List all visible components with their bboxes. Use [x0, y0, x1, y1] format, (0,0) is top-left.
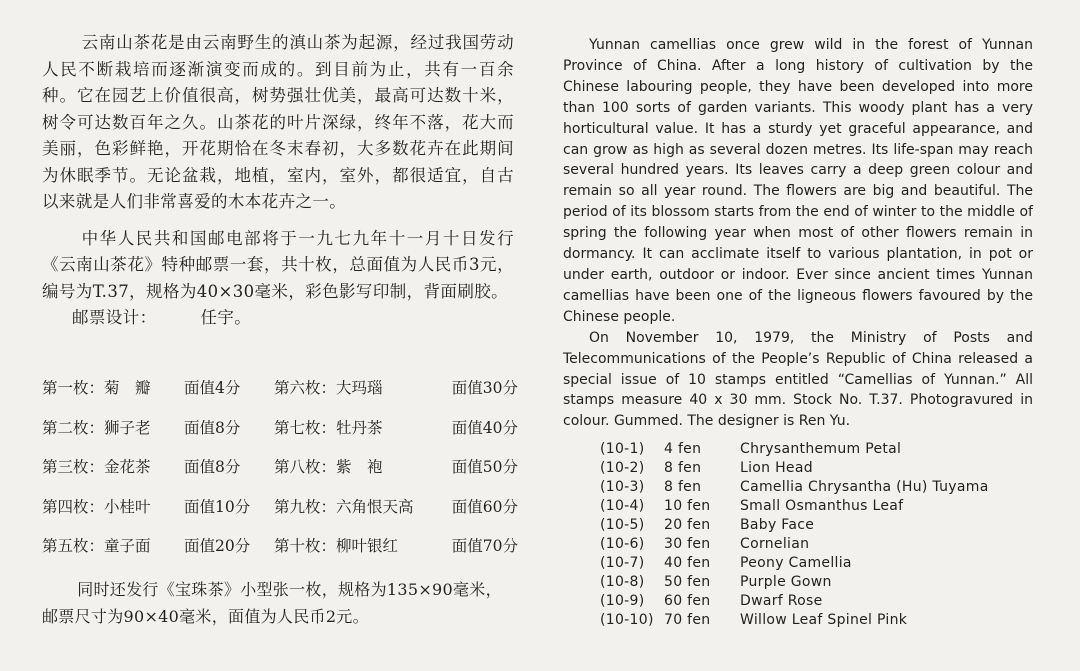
chinese-designer-label: 邮票设计：	[72, 308, 157, 327]
english-stamp-row	[600, 496, 1040, 515]
english-stamp-row	[600, 458, 1040, 477]
stamp-number: (10-4)	[600, 497, 645, 514]
stamp-number: 第十枚：	[274, 537, 337, 555]
stamp-number: 第六枚：	[274, 379, 337, 397]
stamp-value: 8 fen	[664, 478, 702, 495]
english-paragraph-intro: Yunnan camellias once grew wild in the forest of Yunnan Province of China. After a long history of cultivation by the Chinese labouring people, they have been developed into more than 100 sorts of garden variants. This woody plant has a very horticultural value. It has a sturdy yet graceful appearance, and can grow as high as several dozen metres. Its life-span may reach several hundred years. Its leaves carry a deep green colour and remain so all year round. The flowers are big and beautiful. The period of its blossom starts from the end of winter to the middle of spring the following year when most of other flowers remain in dormancy. It can acclimate itself to various plantation, in pot or under earth, outdoor or indoor. Ever since ancient times Yunnan camellias have been one of the ligneous flowers favoured by the Chinese people.	[563, 37, 1033, 325]
stamp-name: 菊 瓣	[104, 379, 151, 397]
chinese-description	[42, 30, 514, 332]
stamp-number: 第四枚：	[42, 497, 105, 516]
english-stamp-row	[600, 477, 1040, 496]
stamp-value: 30 fen	[664, 535, 711, 552]
stamp-name: Lion Head	[740, 459, 813, 476]
stamp-value: 面值8分	[184, 418, 241, 437]
chinese-stamp-row	[42, 416, 522, 456]
chinese-footer-text: 同时还发行《宝珠茶》小型张一枚，规格为135×90毫米，邮票尺寸为90×40毫米，面值为人民币2元。	[42, 580, 502, 626]
stamp-number: 第九枚：	[274, 497, 337, 516]
stamp-value: 10 fen	[664, 497, 711, 514]
stamp-value: 60 fen	[664, 592, 711, 609]
stamp-number: 第一枚：	[42, 379, 105, 397]
stamp-number: (10-7)	[600, 554, 645, 571]
stamp-number: (10-8)	[600, 573, 645, 590]
chinese-stamp-row	[42, 455, 522, 495]
stamp-value: 8 fen	[664, 459, 702, 476]
stamp-name: 柳叶银红	[336, 537, 399, 555]
chinese-stamp-list	[42, 376, 522, 574]
chinese-stamp-row	[42, 376, 522, 416]
chinese-paragraph-intro: 云南山茶花是由云南野生的滇山茶为起源，经过我国劳动人民不断栽培而逐渐演变而成的。到目前为止，共有一百余种。它在园艺上价值很高，树势强壮优美，最高可达数十米，树令可达数百年之久。山茶花的叶片深绿，终年不落，花大而美丽，色彩鲜艳，开花期恰在冬末春初，大多数花卉在此期间为休眠季节。无论盆栽，地植，室内，室外，都很适宜，自古以来就是人们非常喜爱的木本花卉之一。	[42, 33, 514, 211]
stamp-value: 面值10分	[184, 497, 251, 516]
stamp-value: 70 fen	[664, 611, 711, 628]
stamp-name: 大玛瑙	[336, 379, 383, 397]
stamp-value: 面值50分	[451, 458, 518, 476]
stamp-value: 面值60分	[451, 497, 518, 516]
stamp-name: 小桂叶	[104, 497, 151, 516]
stamp-number: 第三枚：	[42, 458, 105, 476]
stamp-number: (10-2)	[600, 459, 645, 476]
chinese-souvenir-sheet-note	[42, 576, 514, 630]
stamp-value: 面值40分	[451, 418, 518, 437]
stamp-name: Peony Camellia	[740, 554, 852, 571]
stamp-number: (10-9)	[600, 592, 645, 609]
stamp-value: 面值8分	[184, 458, 241, 476]
stamp-name: 狮子老	[104, 418, 151, 437]
stamp-name: 金花茶	[104, 458, 151, 476]
stamp-number: (10-6)	[600, 535, 645, 552]
stamp-value: 20 fen	[664, 516, 711, 533]
chinese-designer-name: 任宇。	[200, 308, 252, 327]
chinese-stamp-row	[42, 534, 522, 574]
stamp-number: (10-1)	[600, 440, 645, 457]
chinese-paragraph-issue: 中华人民共和国邮电部将于一九七九年十一月十日发行《云南山茶花》特种邮票一套，共十枚，总面值为人民币3元，编号为T.37，规格为40×30毫米，彩色影写印制，背面刷胶。	[42, 228, 514, 301]
stamp-number: 第五枚：	[42, 537, 105, 555]
stamp-value: 面值70分	[451, 537, 518, 555]
stamp-name: Dwarf Rose	[740, 592, 823, 609]
english-description	[563, 35, 1033, 432]
stamp-number: (10-10)	[600, 611, 654, 628]
stamp-number: 第二枚：	[42, 418, 105, 437]
stamp-name: 牡丹茶	[336, 418, 383, 437]
stamp-name: Purple Gown	[740, 573, 832, 590]
stamp-name: Willow Leaf Spinel Pink	[740, 611, 908, 628]
stamp-name: Camellia Chrysantha (Hu) Tuyama	[740, 478, 989, 495]
stamp-number: (10-3)	[600, 478, 645, 495]
english-stamp-row	[600, 553, 1040, 572]
english-stamp-row	[600, 534, 1040, 553]
stamp-number: 第七枚：	[274, 418, 337, 437]
english-stamp-row	[600, 591, 1040, 610]
english-stamp-row	[600, 572, 1040, 591]
stamp-number: (10-5)	[600, 516, 645, 533]
stamp-value: 面值4分	[184, 379, 241, 397]
english-paragraph-issue: On November 10, 1979, the Ministry of Posts and Telecommunications of the People’s Republic of China released a special issue of 10 stamps entitled “Camellias of Yunnan.” All stamps measure 40 x 30 mm. Stock No. T.37. Photogravured in colour. Gummed. The designer is Ren Yu.	[563, 329, 1033, 430]
stamp-value: 面值30分	[451, 379, 518, 397]
stamp-number: 第八枚：	[274, 458, 337, 476]
stamp-name: Small Osmanthus Leaf	[740, 497, 904, 514]
chinese-designer-line	[42, 305, 514, 332]
chinese-stamp-row	[42, 495, 522, 535]
english-stamp-row	[600, 515, 1040, 534]
stamp-name: Cornelian	[740, 535, 810, 552]
stamp-value: 50 fen	[664, 573, 711, 590]
stamp-name: Chrysanthemum Petal	[740, 440, 902, 457]
stamp-name: 紫 袍	[336, 458, 383, 476]
english-stamp-list	[600, 439, 1040, 629]
stamp-name: 童子面	[104, 537, 151, 555]
stamp-name: Baby Face	[740, 516, 815, 533]
english-stamp-row	[600, 610, 1040, 629]
stamp-value: 4 fen	[664, 440, 702, 457]
stamp-value: 面值20分	[184, 537, 251, 555]
stamp-name: 六角恨天高	[336, 497, 414, 516]
stamp-value: 40 fen	[664, 554, 711, 571]
english-stamp-row	[600, 439, 1040, 458]
